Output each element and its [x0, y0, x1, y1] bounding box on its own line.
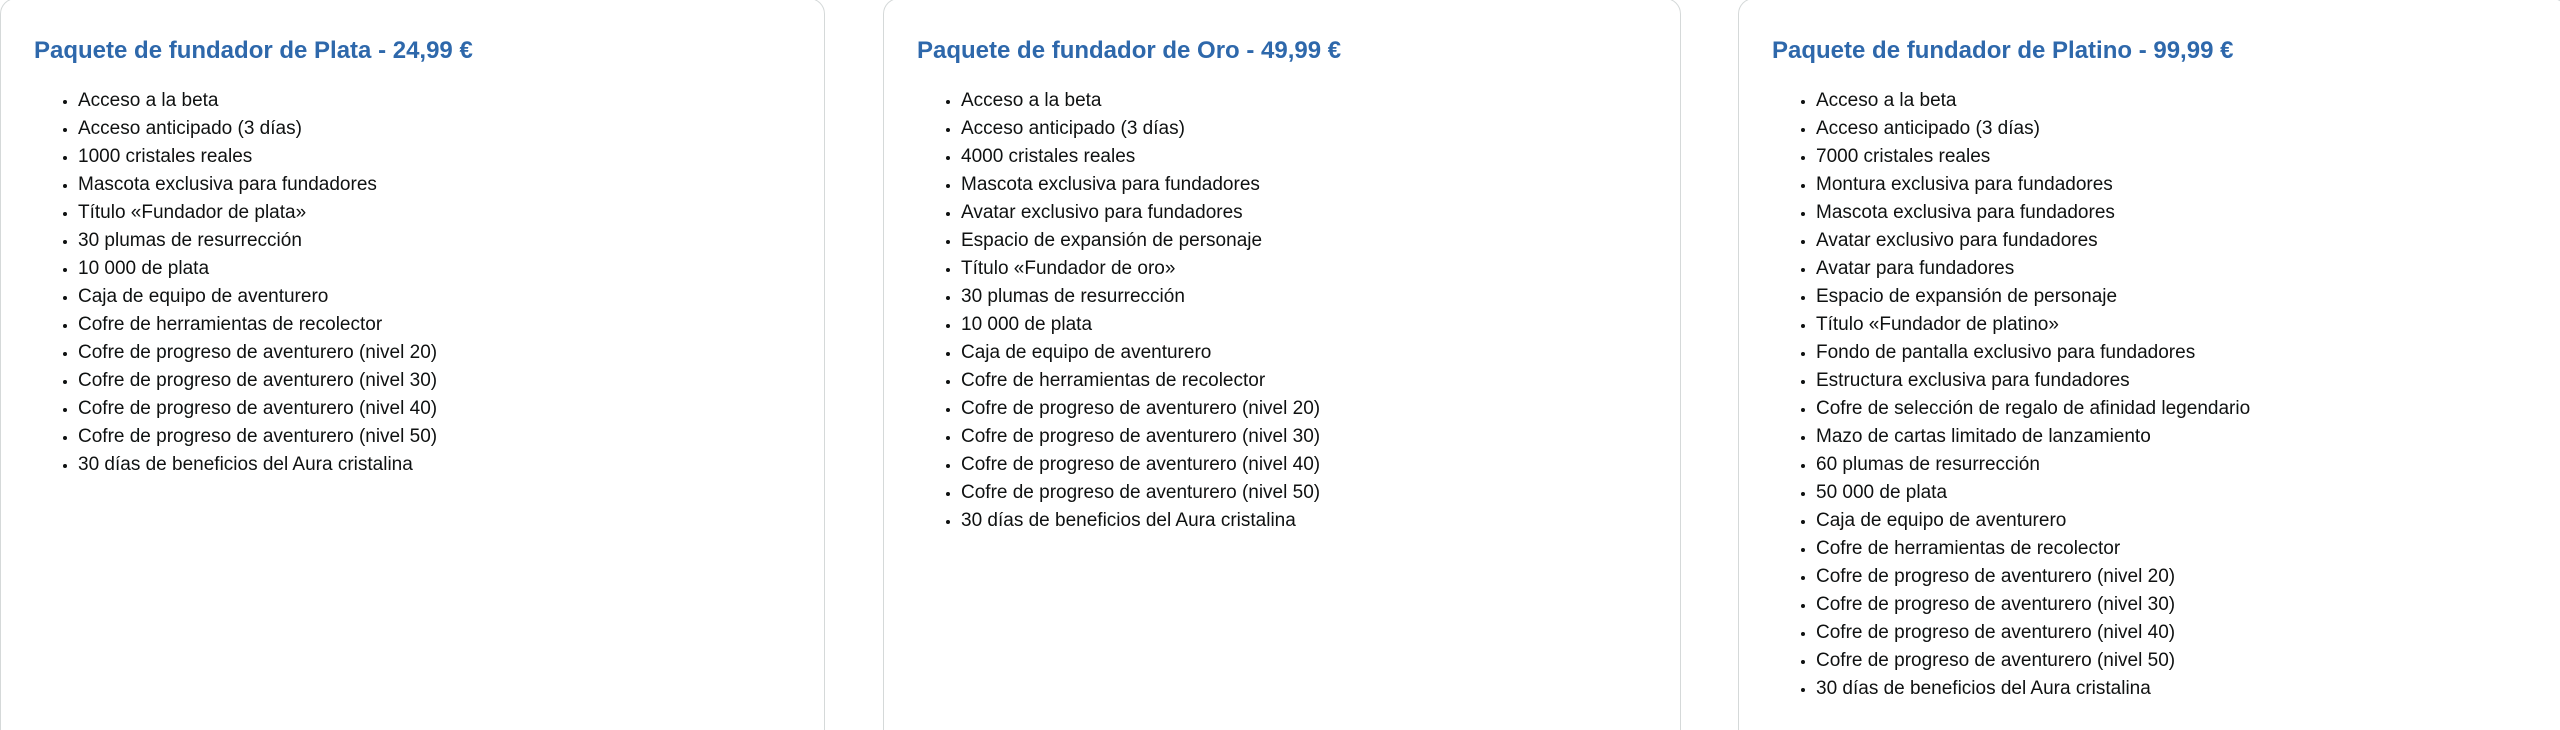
founder-pack-card-silver: [0, 0, 825, 730]
feature-item: • Cofre de progreso de aventurero (nivel 20): [78, 339, 437, 367]
feature-item: • Cofre de herramientas de recolector: [78, 311, 437, 339]
feature-list: [1782, 87, 2250, 703]
feature-item: • 30 plumas de resurrección: [78, 227, 437, 255]
feature-item: • Cofre de progreso de aventurero (nivel 50): [1816, 647, 2250, 675]
card-title: Paquete de fundador de Oro - 49,99 €: [917, 37, 1342, 64]
feature-item: • Mascota exclusiva para fundadores: [78, 171, 437, 199]
feature-item: • Avatar para fundadores: [1816, 255, 2250, 283]
feature-item: • 1000 cristales reales: [78, 143, 437, 171]
feature-item: • Cofre de progreso de aventurero (nivel 40): [78, 395, 437, 423]
feature-item: • Caja de equipo de aventurero: [961, 339, 1320, 367]
feature-item: • Avatar exclusivo para fundadores: [961, 199, 1320, 227]
feature-item: • Caja de equipo de aventurero: [1816, 507, 2250, 535]
feature-item: • Cofre de progreso de aventurero (nivel 30): [961, 423, 1320, 451]
feature-item: • Caja de equipo de aventurero: [78, 283, 437, 311]
feature-item: • Cofre de progreso de aventurero (nivel 50): [78, 423, 437, 451]
feature-item: • 30 días de beneficios del Aura cristalina: [961, 507, 1320, 535]
feature-item: • Cofre de progreso de aventurero (nivel 20): [1816, 563, 2250, 591]
founder-pack-card-platinum: [1738, 0, 2560, 730]
feature-item: • Montura exclusiva para fundadores: [1816, 171, 2250, 199]
feature-item: • Título «Fundador de plata»: [78, 199, 437, 227]
feature-item: • Fondo de pantalla exclusivo para fundadores: [1816, 339, 2250, 367]
feature-item: • Mascota exclusiva para fundadores: [961, 171, 1320, 199]
feature-item: • Título «Fundador de oro»: [961, 255, 1320, 283]
feature-list: [44, 87, 437, 479]
feature-item: • Cofre de herramientas de recolector: [1816, 535, 2250, 563]
feature-item: • Título «Fundador de platino»: [1816, 311, 2250, 339]
feature-item: • 30 plumas de resurrección: [961, 283, 1320, 311]
feature-item: • Cofre de progreso de aventurero (nivel 30): [1816, 591, 2250, 619]
feature-item: • 7000 cristales reales: [1816, 143, 2250, 171]
feature-item: • Cofre de herramientas de recolector: [961, 367, 1320, 395]
feature-item: • 50 000 de plata: [1816, 479, 2250, 507]
feature-item: • Acceso anticipado (3 días): [1816, 115, 2250, 143]
feature-item: • 10 000 de plata: [78, 255, 437, 283]
feature-item: • Espacio de expansión de personaje: [1816, 283, 2250, 311]
feature-item: • Espacio de expansión de personaje: [961, 227, 1320, 255]
feature-item: • Cofre de progreso de aventurero (nivel 20): [961, 395, 1320, 423]
feature-item: • Acceso a la beta: [1816, 87, 2250, 115]
feature-item: • 30 días de beneficios del Aura cristalina: [78, 451, 437, 479]
feature-item: • Estructura exclusiva para fundadores: [1816, 367, 2250, 395]
feature-item: • Acceso anticipado (3 días): [961, 115, 1320, 143]
card-title: Paquete de fundador de Plata - 24,99 €: [34, 37, 473, 64]
feature-item: • 4000 cristales reales: [961, 143, 1320, 171]
feature-list: [927, 87, 1320, 535]
feature-item: • 60 plumas de resurrección: [1816, 451, 2250, 479]
feature-item: • Cofre de progreso de aventurero (nivel 30): [78, 367, 437, 395]
feature-item: • Mazo de cartas limitado de lanzamiento: [1816, 423, 2250, 451]
feature-item: • Cofre de progreso de aventurero (nivel 40): [1816, 619, 2250, 647]
feature-item: • Avatar exclusivo para fundadores: [1816, 227, 2250, 255]
feature-item: • 10 000 de plata: [961, 311, 1320, 339]
feature-item: • Cofre de selección de regalo de afinidad legendario: [1816, 395, 2250, 423]
feature-item: • Acceso anticipado (3 días): [78, 115, 437, 143]
feature-item: • Cofre de progreso de aventurero (nivel 50): [961, 479, 1320, 507]
founder-pack-card-gold: [883, 0, 1681, 730]
feature-item: • Mascota exclusiva para fundadores: [1816, 199, 2250, 227]
feature-item: • Acceso a la beta: [78, 87, 437, 115]
feature-item: • Cofre de progreso de aventurero (nivel 40): [961, 451, 1320, 479]
feature-item: • Acceso a la beta: [961, 87, 1320, 115]
card-title: Paquete de fundador de Platino - 99,99 €: [1772, 37, 2234, 64]
feature-item: • 30 días de beneficios del Aura cristalina: [1816, 675, 2250, 703]
